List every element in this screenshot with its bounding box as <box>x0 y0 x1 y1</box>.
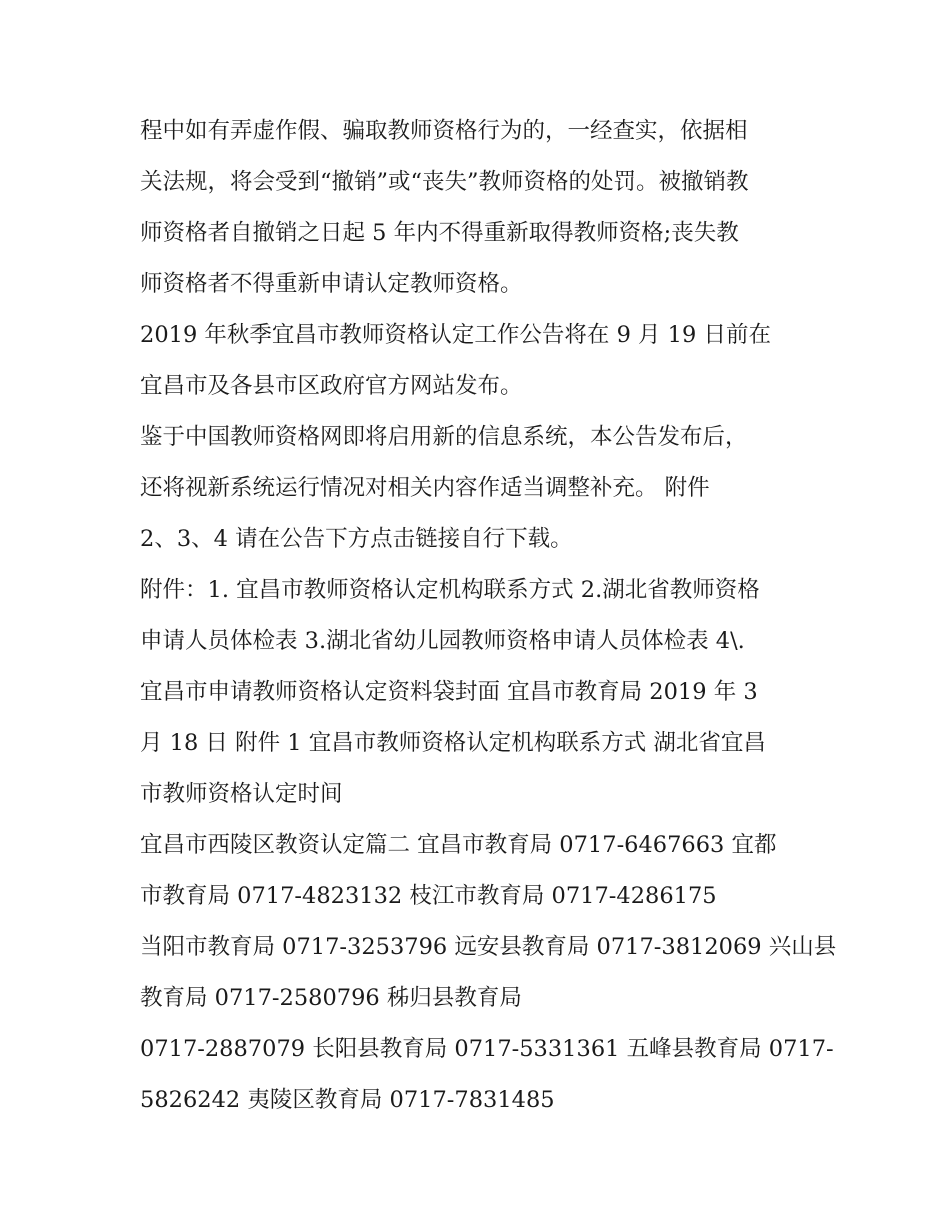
text-line-4: 师资格者不得重新申请认定教师资格。 <box>140 271 523 297</box>
text-line-14: 市教师资格认定时间 <box>140 781 343 807</box>
text-line-2: 关法规，将会受到“撤销”或“丧失”教师资格的处罚。被撤销教 <box>140 169 749 195</box>
text-line-7: 鉴于中国教师资格网即将启用新的信息系统，本公告发布后， <box>140 424 748 450</box>
text-line-3: 师资格者自撤销之日起 5 年内不得重新取得教师资格;丧失教 <box>140 220 739 246</box>
text-line-9: 2、3、4 请在公告下方点击链接自行下载。 <box>140 526 573 552</box>
text-line-18: 教育局 0717-2580796 秭归县教育局 <box>140 985 522 1011</box>
document-body <box>140 106 837 1126</box>
text-line-8: 还将视新系统运行情况对相关内容作适当调整补充。 附件 <box>140 475 710 501</box>
text-line-6: 宜昌市及各县市区政府官方网站发布。 <box>140 373 523 399</box>
text-line-19: 0717-2887079 长阳县教育局 0717-5331361 五峰县教育局 0717- <box>140 1036 834 1062</box>
text-line-5: 2019 年秋季宜昌市教师资格认定工作公告将在 9 月 19 日前在 <box>140 322 771 348</box>
text-line-11: 申请人员体检表 3.湖北省幼儿园教师资格申请人员体检表 4\. <box>140 628 745 654</box>
text-line-17: 当阳市教育局 0717-3253796 远安县教育局 0717-3812069 兴山县 <box>140 934 837 960</box>
text-line-15: 宜昌市西陵区教资认定篇二 宜昌市教育局 0717-6467663 宜都 <box>140 832 777 858</box>
text-line-1: 程中如有弄虚作假、骗取教师资格行为的，一经查实，依据相 <box>140 118 748 144</box>
text-line-12: 宜昌市申请教师资格认定资料袋封面 宜昌市教育局 2019 年 3 <box>140 679 758 705</box>
text-line-13: 月 18 日 附件 1 宜昌市教师资格认定机构联系方式 湖北省宜昌 <box>140 730 766 756</box>
text-line-10: 附件：1. 宜昌市教师资格认定机构联系方式 2.湖北省教师资格 <box>140 577 760 603</box>
text-line-20: 5826242 夷陵区教育局 0717-7831485 <box>140 1087 555 1113</box>
text-line-16: 市教育局 0717-4823132 枝江市教育局 0717-4286175 <box>140 883 717 909</box>
